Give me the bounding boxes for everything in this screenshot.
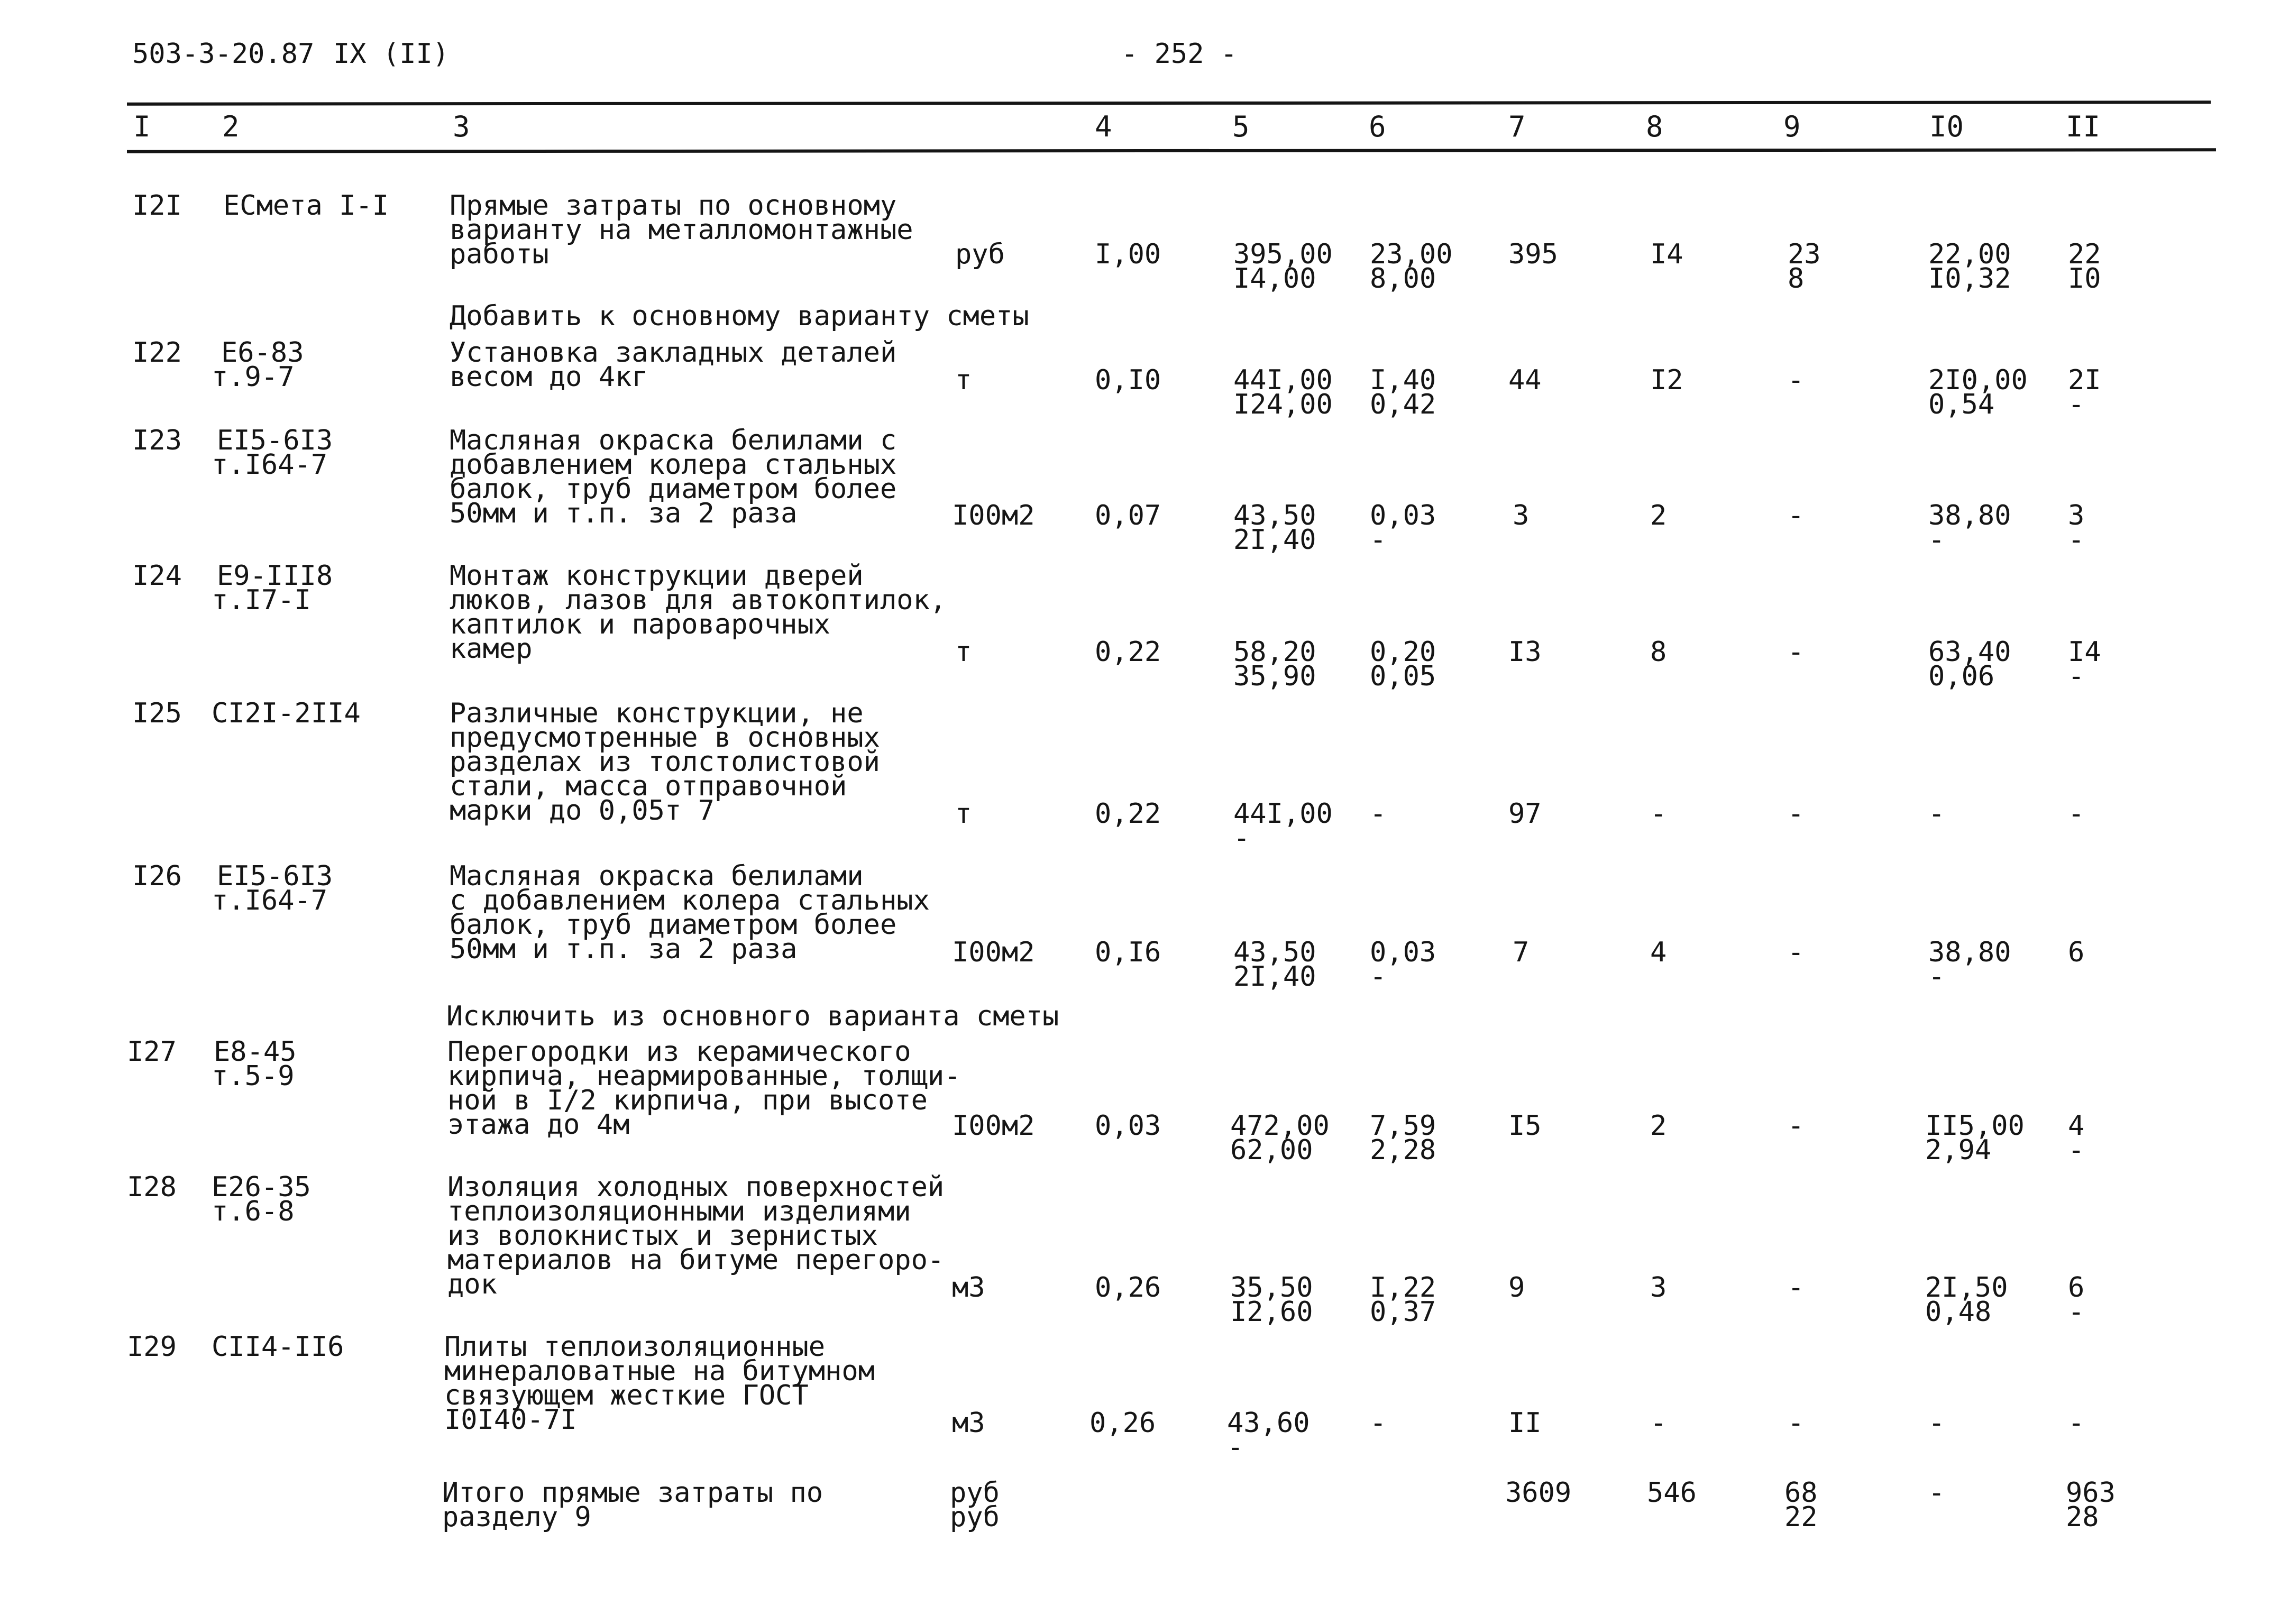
row-quantity: 0,03 [1095,1110,1161,1142]
row-description: кирпича, неармированные, толщи- [447,1060,961,1092]
row-col5: 395,00 [1233,238,1333,270]
row-col7: 97 [1508,798,1542,830]
col-header-7: 7 [1508,110,1526,143]
row-description: добавлением колера стальных [450,449,897,481]
row-col9: - [1788,1110,1805,1142]
col-header-5: 5 [1232,110,1250,143]
row-col8: 2 [1650,1110,1667,1142]
row-code: Е6-83 [221,337,304,369]
row-col10: 63,40 [1928,636,2011,668]
row-col10: 2,94 [1925,1134,1992,1166]
row-col5: 58,20 [1233,636,1316,668]
row-col11: - [2068,389,2085,420]
row-quantity: 0,22 [1095,798,1161,830]
row-code: т.6-8 [212,1196,295,1227]
row-col7: 9 [1508,1272,1525,1304]
row-unit: т [955,636,972,668]
row-quantity: 0,I0 [1095,364,1161,396]
row-unit: т [955,798,972,830]
row-col6: 0,03 [1370,500,1436,531]
row-col5: - [1233,822,1250,854]
total-col11: 28 [2066,1501,2099,1533]
row-code: СII4-II6 [212,1331,344,1363]
row-col9: - [1788,937,1805,968]
row-col5: 43,50 [1233,500,1316,531]
col-header-8: 8 [1646,110,1663,143]
row-col10: 38,80 [1928,937,2011,968]
row-col8: - [1650,798,1667,830]
col-header-2: 2 [222,110,240,143]
row-col11: 2I [2068,364,2101,396]
row-description: стали, масса отправочной [450,770,847,802]
row-col5: 62,00 [1230,1134,1313,1166]
document-code: 503-3-20.87 [132,38,315,70]
row-col7: 44 [1508,364,1542,396]
row-unit: I00м2 [952,1110,1035,1142]
section-heading-exclude: Исключить из основного варианта сметы [446,1001,1059,1032]
row-col6: I,22 [1370,1272,1436,1304]
row-number: I22 [132,337,182,369]
row-number: I27 [127,1036,177,1068]
row-number: I23 [132,425,182,456]
row-col5: 44I,00 [1233,798,1333,830]
row-col6: 0,03 [1370,937,1436,968]
total-col11: 963 [2066,1477,2116,1509]
row-col6: 23,00 [1370,238,1453,270]
row-col11: I0 [2068,263,2101,295]
col-header-9: 9 [1783,110,1801,143]
row-description: балок, труб диаметром более [450,473,897,505]
total-col9: 22 [1784,1501,1818,1533]
row-col5: I4,00 [1233,263,1316,295]
row-description: 50мм и т.п. за 2 раза [450,498,798,529]
row-col10: I0,32 [1928,263,2011,295]
row-col10: 0,48 [1925,1296,1992,1328]
row-col11: - [2068,524,2085,556]
row-code: Е26-35 [212,1171,311,1203]
row-description: I0I40-7I [444,1404,577,1436]
row-unit: руб [955,238,1005,270]
row-col6: 0,20 [1370,636,1436,668]
row-col11: 22 [2068,238,2101,270]
row-code: т.I64-7 [212,885,328,916]
row-col9: 8 [1788,263,1805,295]
section-heading-add: Добавить к основному варианту сметы [450,300,1029,332]
row-quantity: 0,I6 [1095,937,1161,968]
row-col10: - [1928,524,1945,556]
row-col5: 43,50 [1233,937,1316,968]
total-col10: - [1928,1477,1945,1509]
row-quantity: 0,22 [1095,636,1161,668]
row-description: каптилок и пароварочных [450,609,831,640]
row-col11: - [2068,1296,2085,1328]
row-col11: - [2068,1407,2085,1439]
col-header-10: I0 [1929,110,1964,143]
row-col10: - [1928,798,1945,830]
row-col6: I,40 [1370,364,1436,396]
row-col8: - [1650,1407,1667,1439]
row-col9: - [1788,1407,1805,1439]
row-col9: - [1788,1272,1805,1304]
col-header-4: 4 [1095,110,1112,143]
page-number: - 252 - [1121,38,1238,70]
row-number: I26 [132,860,182,892]
row-col8: 3 [1650,1272,1667,1304]
row-description: марки до 0,05т 7 [450,795,715,827]
row-quantity: 0,07 [1095,500,1161,531]
row-description: материалов на битуме перегоро- [447,1244,945,1276]
row-description: камер [450,633,533,665]
row-code: ЕI5-6I3 [217,425,333,456]
row-col5: 2I,40 [1233,524,1316,556]
row-col7: I3 [1508,636,1542,668]
row-col7: II [1508,1407,1542,1439]
row-col8: I2 [1650,364,1683,396]
row-description: предусмотренные в основных [450,722,880,754]
row-col11: 3 [2068,500,2085,531]
row-col9: - [1788,798,1805,830]
row-col8: 4 [1650,937,1667,968]
row-col11: 6 [2068,1272,2085,1304]
row-col6: - [1370,524,1387,556]
row-col6: - [1370,961,1387,993]
row-col6: 0,42 [1370,389,1436,420]
row-number: I25 [132,698,182,729]
total-unit: руб [950,1501,1000,1533]
row-col10: 2I,50 [1925,1272,2008,1304]
col-header-6: 6 [1369,110,1386,143]
row-col5: 2I,40 [1233,961,1316,993]
row-number: I28 [127,1171,177,1203]
row-description: Масляная окраска белилами с [450,425,897,456]
row-col10: 0,54 [1928,389,1995,420]
total-col9: 68 [1784,1477,1818,1509]
row-col7: 395 [1508,238,1558,270]
row-col10: 38,80 [1928,500,2011,531]
row-col10: - [1928,961,1945,993]
col-header-11: II [2066,110,2101,143]
row-col5: 472,00 [1230,1110,1330,1142]
row-col11: 4 [2068,1110,2085,1142]
row-code: Е8-45 [214,1036,297,1068]
row-col10: 2I0,00 [1928,364,2028,396]
row-description: Плиты теплоизоляционные [444,1331,826,1363]
row-col9: - [1788,364,1805,396]
row-unit: м3 [952,1272,985,1304]
col-header-1: I [133,110,151,143]
row-unit: м3 [952,1407,985,1439]
row-col11: I4 [2068,636,2101,668]
row-description: Перегородки из керамического [447,1036,911,1068]
row-col5: 44I,00 [1233,364,1333,396]
row-description: связующем жесткие ГОСТ [444,1380,809,1411]
row-col11: - [2068,1134,2085,1166]
row-description: теплоизоляционными изделиями [447,1196,911,1227]
row-description: 50мм и т.п. за 2 раза [450,933,798,965]
row-col7: 7 [1513,937,1530,968]
row-col8: 8 [1650,636,1667,668]
row-number: I2I [132,190,182,222]
row-col7: I5 [1508,1110,1542,1142]
row-description: ной в I/2 кирпича, при высоте [447,1085,928,1116]
row-description: Различные конструкции, не [450,698,864,729]
row-col10: 22,00 [1928,238,2011,270]
row-description: варианту на металломонтажные [450,214,913,246]
row-description: Монтаж конструкции дверей [450,560,864,592]
row-code: ЕСмета I-I [223,190,389,222]
row-col5: I24,00 [1233,389,1333,420]
row-description: люков, лазов для автокоптилок, [450,584,947,616]
row-description: балок, труб диаметром более [450,909,897,941]
row-col6: - [1370,1407,1387,1439]
row-col10: II5,00 [1925,1110,2025,1142]
row-description: минераловатные на битумном [444,1355,875,1387]
row-col11: 6 [2068,937,2085,968]
row-number: I24 [132,560,182,592]
row-description: этажа до 4м [447,1109,630,1141]
row-col8: 2 [1650,500,1667,531]
row-code: ЕI5-6I3 [217,860,333,892]
row-unit: I00м2 [952,937,1035,968]
total-description: разделу 9 [442,1501,591,1533]
row-col9: - [1788,636,1805,668]
row-col6: 0,37 [1370,1296,1436,1328]
row-col9: - [1788,500,1805,531]
row-quantity: I,00 [1095,238,1161,270]
row-code: т.9-7 [212,361,295,393]
row-code: Е9-III8 [217,560,333,592]
row-quantity: 0,26 [1089,1407,1156,1439]
row-code: т.I7-I [212,584,311,616]
section-number: IX (II) [333,38,450,70]
row-col5: 43,60 [1227,1407,1310,1439]
col-header-3: 3 [453,110,470,143]
row-col5: - [1227,1432,1244,1463]
row-quantity: 0,26 [1095,1272,1161,1304]
row-description: из волокнистых и зернистых [447,1220,878,1252]
row-code: СI2I-2II4 [212,698,361,729]
row-col11: - [2068,798,2085,830]
row-col10: - [1928,1407,1945,1439]
row-description: работы [450,238,549,270]
row-col8: I4 [1650,238,1683,270]
row-col6: 7,59 [1370,1110,1436,1142]
row-col10: 0,06 [1928,660,1995,692]
row-description: Установка закладных деталей [450,337,897,369]
row-description: Изоляция холодных поверхностей [447,1171,945,1203]
total-col8: 546 [1647,1477,1697,1509]
row-col6: 8,00 [1370,263,1436,295]
row-col11: - [2068,660,2085,692]
header-rule-top [127,100,2211,105]
row-col6: 2,28 [1370,1134,1436,1166]
row-col7: 3 [1513,500,1530,531]
header-rule-bottom [127,148,2216,153]
row-unit: т [955,364,972,396]
row-code: т.5-9 [212,1060,295,1092]
row-number: I29 [127,1331,177,1363]
total-col7: 3609 [1505,1477,1572,1509]
row-description: весом до 4кг [450,361,648,393]
row-col9: 23 [1788,238,1821,270]
row-col5: 35,50 [1230,1272,1313,1304]
row-description: док [447,1269,497,1300]
row-col5: I2,60 [1230,1296,1313,1328]
row-col6: - [1370,798,1387,830]
total-unit: руб [950,1477,1000,1509]
row-col6: 0,05 [1370,660,1436,692]
row-col5: 35,90 [1233,660,1316,692]
row-code: т.I64-7 [212,449,328,481]
row-description: разделах из толстолистовой [450,746,880,778]
row-description: Масляная окраска белилами [450,860,864,892]
row-description: с добавлением колера стальных [450,885,930,916]
row-unit: I00м2 [952,500,1035,531]
row-description: Прямые затраты по основному [450,190,897,222]
total-description: Итого прямые затраты по [442,1477,823,1509]
